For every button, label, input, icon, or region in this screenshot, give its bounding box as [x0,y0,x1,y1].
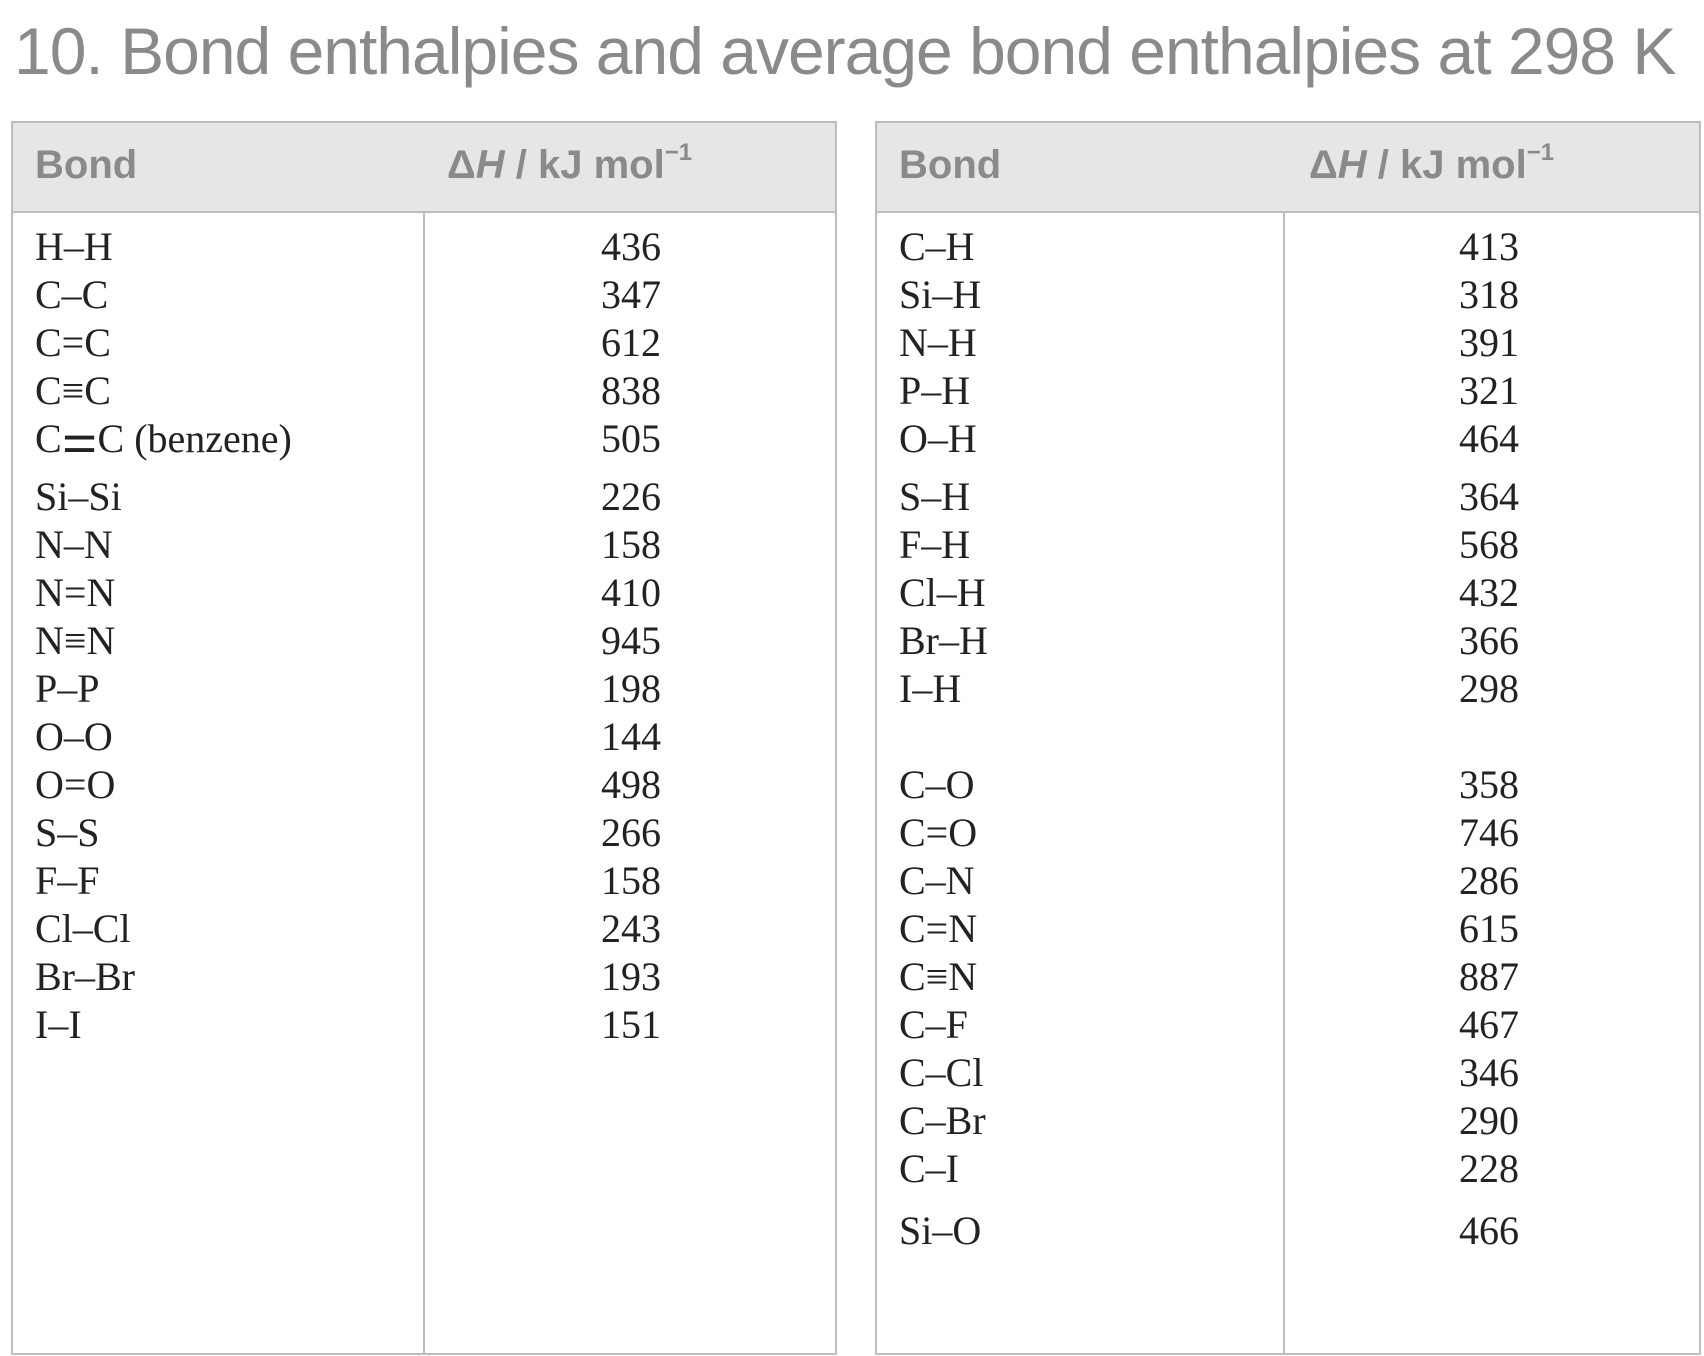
bond-cell [35,473,122,521]
enthalpy-value: 266 [601,810,661,855]
table-row [13,953,835,1001]
enthalpy-value: 612 [601,320,661,365]
table-row [13,319,835,367]
enthalpy-value: 366 [1459,618,1519,663]
table-row [877,665,1699,713]
enthalpy-value: 198 [601,666,661,711]
delta-symbol: Δ [1309,143,1338,187]
enthalpy-value: 347 [601,272,661,317]
table-row [877,223,1699,271]
header-bond: Bond [35,143,138,187]
enthalpy-value: 158 [601,522,661,567]
table-row [877,1097,1699,1145]
bond-cell [899,319,977,367]
bond-cell [35,319,111,367]
bond-formula: I–H [899,666,962,711]
bond-formula: N=N [35,570,116,615]
enthalpy-value: 466 [1459,1208,1519,1253]
table-row [13,521,835,569]
bond-formula: Si–Si [35,474,122,519]
enthalpy-value: 467 [1459,1002,1519,1047]
table-row [877,473,1699,521]
table-row [13,761,835,809]
table-row [877,1001,1699,1049]
bond-cell [899,473,970,521]
bond-cell [899,521,970,569]
table-row [877,1145,1699,1193]
bond-formula: C⚌C [35,416,125,461]
table-row [877,857,1699,905]
bond-formula: C=C [35,320,111,365]
bond-formula: C≡N [899,954,978,999]
header-enthalpy [447,139,693,188]
table-row [877,953,1699,1001]
table-header [877,123,1699,213]
enthalpy-value: 838 [601,368,661,413]
table-row [877,367,1699,415]
table-row [13,905,835,953]
bond-formula: Si–O [899,1208,982,1253]
enthalpy-units: / kJ mol [504,143,665,187]
bond-formula: S–S [35,810,100,855]
bond-formula: F–F [35,858,100,903]
bond-cell [899,223,975,271]
enthalpy-value: 436 [601,224,661,269]
bond-cell [35,713,113,761]
bond-formula: N–N [35,522,113,567]
bond-formula: O–O [35,714,113,759]
bond-formula: F–H [899,522,971,567]
table-row [13,271,835,319]
enthalpy-value: 945 [601,618,661,663]
enthalpy-value: 358 [1459,762,1519,807]
enthalpy-value: 410 [601,570,661,615]
table-row [877,415,1699,463]
table-header [13,123,835,213]
enthalpy-value: 498 [601,762,661,807]
table-row [877,1207,1699,1255]
bond-cell [899,1145,959,1193]
bond-formula: N–H [899,320,977,365]
bond-cell [35,1001,82,1049]
enthalpy-value: 321 [1459,368,1519,413]
bond-cell [35,857,100,905]
bond-formula: O=O [35,762,116,807]
bond-cell [899,1207,981,1255]
bond-note: (benzene) [134,416,292,461]
enthalpy-value: 432 [1459,570,1519,615]
bond-cell [899,271,981,319]
bond-cell [35,223,113,271]
enthalpy-value: 226 [601,474,661,519]
enthalpy-value: 464 [1459,416,1519,461]
bond-cell [899,905,977,953]
enthalpy-value: 243 [601,906,661,951]
delta-symbol: Δ [447,143,476,187]
table-row [13,473,835,521]
bond-cell [35,953,135,1001]
bond-cell [35,415,292,463]
bond-formula: H–H [35,224,113,269]
bond-cell [899,415,977,463]
bond-formula: S–H [899,474,971,519]
bond-cell [899,569,986,617]
bond-formula: C–O [899,762,975,807]
table-row [13,223,835,271]
bond-cell [35,905,131,953]
bond-cell [35,271,108,319]
bond-formula: P–P [35,666,100,711]
units-superscript: −1 [664,139,693,166]
enthalpy-value: 228 [1459,1146,1519,1191]
bond-cell [35,761,115,809]
bond-cell [899,617,988,665]
header-enthalpy [1309,139,1555,188]
enthalpy-variable: H [475,143,505,187]
enthalpy-value: 318 [1459,272,1519,317]
table-row [877,761,1699,809]
bond-cell [899,953,977,1001]
bond-formula: C=N [899,906,978,951]
table-row [13,367,835,415]
bond-formula: C–H [899,224,975,269]
table-row [13,665,835,713]
units-superscript: −1 [1526,139,1555,166]
enthalpy-value: 286 [1459,858,1519,903]
bond-formula: Br–Br [35,954,135,999]
table-row [877,569,1699,617]
table-row [13,569,835,617]
enthalpy-value: 364 [1459,474,1519,519]
table-row [877,521,1699,569]
table-left [11,121,837,1355]
bond-formula: Cl–Cl [35,906,131,951]
enthalpy-value: 568 [1459,522,1519,567]
bond-formula: P–H [899,368,971,413]
bond-cell [899,1049,983,1097]
enthalpy-value: 298 [1459,666,1519,711]
enthalpy-value: 290 [1459,1098,1519,1143]
enthalpy-value: 505 [601,416,661,461]
bond-cell [35,569,115,617]
bond-cell [899,1001,968,1049]
table-row [877,1049,1699,1097]
table-row [877,319,1699,367]
bond-cell [899,857,975,905]
bond-formula: C–Br [899,1098,986,1143]
bond-formula: C–I [899,1146,959,1191]
table-row [877,617,1699,665]
bond-cell [899,367,970,415]
bond-cell [35,809,100,857]
bond-formula: N≡N [35,618,116,663]
enthalpy-value: 193 [601,954,661,999]
table-row [877,905,1699,953]
bond-formula: Si–H [899,272,982,317]
table-row [13,809,835,857]
bond-cell [35,665,100,713]
table-row [13,617,835,665]
table-row [13,415,835,463]
bond-cell [35,521,113,569]
bond-formula: C≡C [35,368,111,413]
enthalpy-value: 413 [1459,224,1519,269]
enthalpy-value: 144 [601,714,661,759]
table-row [13,713,835,761]
table-row [13,857,835,905]
bond-formula: I–I [35,1002,82,1047]
bond-cell [899,761,975,809]
enthalpy-units: / kJ mol [1366,143,1527,187]
bond-cell [35,367,111,415]
enthalpy-value: 746 [1459,810,1519,855]
bond-cell [899,665,961,713]
enthalpy-value: 615 [1459,906,1519,951]
table-row [13,1001,835,1049]
header-bond: Bond [899,143,1002,187]
enthalpy-value: 346 [1459,1050,1519,1095]
bond-cell [899,809,977,857]
bond-formula: Cl–H [899,570,986,615]
bond-formula: C–F [899,1002,968,1047]
bond-formula: C–C [35,272,109,317]
table-row [877,809,1699,857]
page-title: 10. Bond enthalpies and average bond enthalpies at 298 K [14,14,1676,88]
bond-cell [899,1097,986,1145]
bond-formula: O–H [899,416,977,461]
table-right [875,121,1701,1355]
enthalpy-value: 391 [1459,320,1519,365]
bond-formula: C–Cl [899,1050,984,1095]
bond-cell [35,617,115,665]
enthalpy-variable: H [1337,143,1367,187]
bond-formula: C–N [899,858,975,903]
enthalpy-value: 158 [601,858,661,903]
bond-formula: Br–H [899,618,988,663]
enthalpy-value: 151 [601,1002,661,1047]
bond-formula: C=O [899,810,978,855]
table-row [877,271,1699,319]
enthalpy-value: 887 [1459,954,1519,999]
